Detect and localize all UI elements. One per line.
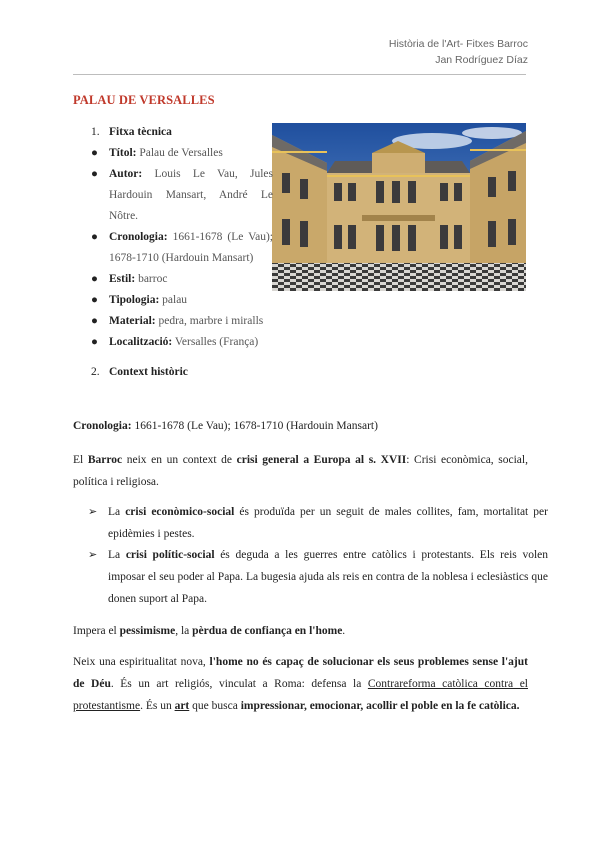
item-value: Versalles (França) (174, 336, 259, 348)
bullet-crisi-politica (88, 544, 548, 610)
bullet-dot: ● (91, 147, 98, 159)
cronologia-value: 1661-1678 (Le Vau); 1678-1710 (Hardouin Mansart) (134, 420, 378, 432)
document-header (389, 36, 528, 68)
item-value: pedra, marbre i miralls (158, 315, 264, 327)
text-run: El (73, 454, 88, 466)
header-divider (73, 74, 526, 75)
bold-run: l'home no és capaç de solucionar els seus problemes sense l'ajut de Déu (73, 656, 528, 690)
item-label: Material: (109, 315, 156, 327)
section-2-heading (73, 362, 273, 383)
item-label: Tipologia: (109, 294, 160, 306)
bold-run: crisi econòmico-social (125, 506, 235, 518)
list-item-estil (73, 269, 273, 290)
underlined-run: Contrareforma catòlica contra el protestantisme (73, 678, 528, 712)
text-run: La (108, 506, 126, 518)
item-value: palau (162, 294, 188, 306)
section-2-number: 2. (91, 366, 100, 378)
item-label: Autor: (109, 168, 143, 180)
bullet-dot: ● (91, 273, 98, 285)
text-run: que busca (189, 700, 241, 712)
barroc-paragraph (73, 449, 528, 493)
underlined-run: art (174, 700, 190, 712)
text-run: neix en un context de (122, 454, 237, 466)
list-item-autor (73, 164, 273, 227)
text-run: és produïda per un seguit de males collites, fam, mortalitat per epidèmies i pestes. (108, 506, 548, 540)
section-2-title: Context històric (109, 366, 188, 378)
list-item-localitzacio (73, 332, 369, 353)
section-1-title: Fitxa tècnica (109, 126, 172, 138)
text-run: Impera el (73, 625, 120, 637)
bold-run: pèrdua de confiança en l'home (192, 625, 343, 637)
bold-run: crisi general a Europa al s. XVII (236, 454, 407, 466)
section-1-number: 1. (91, 126, 100, 138)
bullet-dot: ● (91, 294, 98, 306)
list-item-titol (73, 143, 273, 164)
item-value: barroc (138, 273, 168, 285)
item-label: Estil: (109, 273, 136, 285)
text-run: , la (175, 625, 193, 637)
text-run: La (108, 549, 126, 561)
text-run: . És un (140, 700, 175, 712)
bullet-dot: ● (91, 168, 98, 180)
item-label: Títol: (109, 147, 137, 159)
bold-run: Barroc (87, 454, 123, 466)
versailles-photo (272, 123, 526, 291)
cronologia-paragraph (73, 415, 528, 437)
page-title: PALAU DE VERSALLES (73, 93, 215, 107)
text-run: és deguda a les guerres entre catòlics i protestants. Els reis volen imposar el seu poder al Papa. La bugesia ajuda als reis en contra de la noblesa i eclesiàstics que donen suport al Papa. (108, 549, 548, 605)
item-value: Palau de Versalles (139, 147, 223, 159)
list-item-material (73, 311, 369, 332)
item-value: Louis Le Vau, Jules Hardouin Mansart, André Le Nôtre. (109, 168, 273, 222)
cronologia-label: Cronologia: (73, 420, 132, 432)
bold-run: impressionar, emocionar, acollir el poble en la fe catòlica. (240, 700, 520, 712)
item-label: Localització: (109, 336, 173, 348)
list-item-tipologia (73, 290, 273, 311)
impera-paragraph (73, 620, 528, 642)
item-value: 1661-1678 (Le Vau); 1678-1710 (Hardouin Mansart) (109, 231, 273, 264)
arrow-right-icon: ➢ (88, 548, 98, 561)
bold-run: pessimisme (119, 625, 176, 637)
bullet-crisi-economica (88, 501, 548, 545)
list-item-cronologia (73, 227, 273, 269)
section-1-heading (73, 122, 273, 143)
text-run: . (342, 625, 346, 637)
item-label: Cronologia: (109, 231, 168, 243)
bullet-dot: ● (91, 315, 98, 327)
neix-paragraph (73, 651, 528, 717)
fitxa-tecnica-list (73, 122, 273, 383)
bold-run: crisi polític-social (125, 549, 215, 561)
text-run: Neix una espiritualitat nova, (73, 656, 210, 668)
header-author: Jan Rodríguez Díaz (435, 54, 528, 66)
bullet-dot: ● (91, 231, 98, 243)
arrow-right-icon: ➢ (88, 505, 98, 518)
header-course: Història de l'Art- Fitxes Barroc (388, 38, 528, 50)
text-run: . És un art religiós, vinculat a Roma: defensa la (110, 678, 368, 690)
text-run: : Crisi econòmica, social, política i religiosa. (73, 454, 528, 488)
bullet-dot: ● (91, 336, 98, 348)
